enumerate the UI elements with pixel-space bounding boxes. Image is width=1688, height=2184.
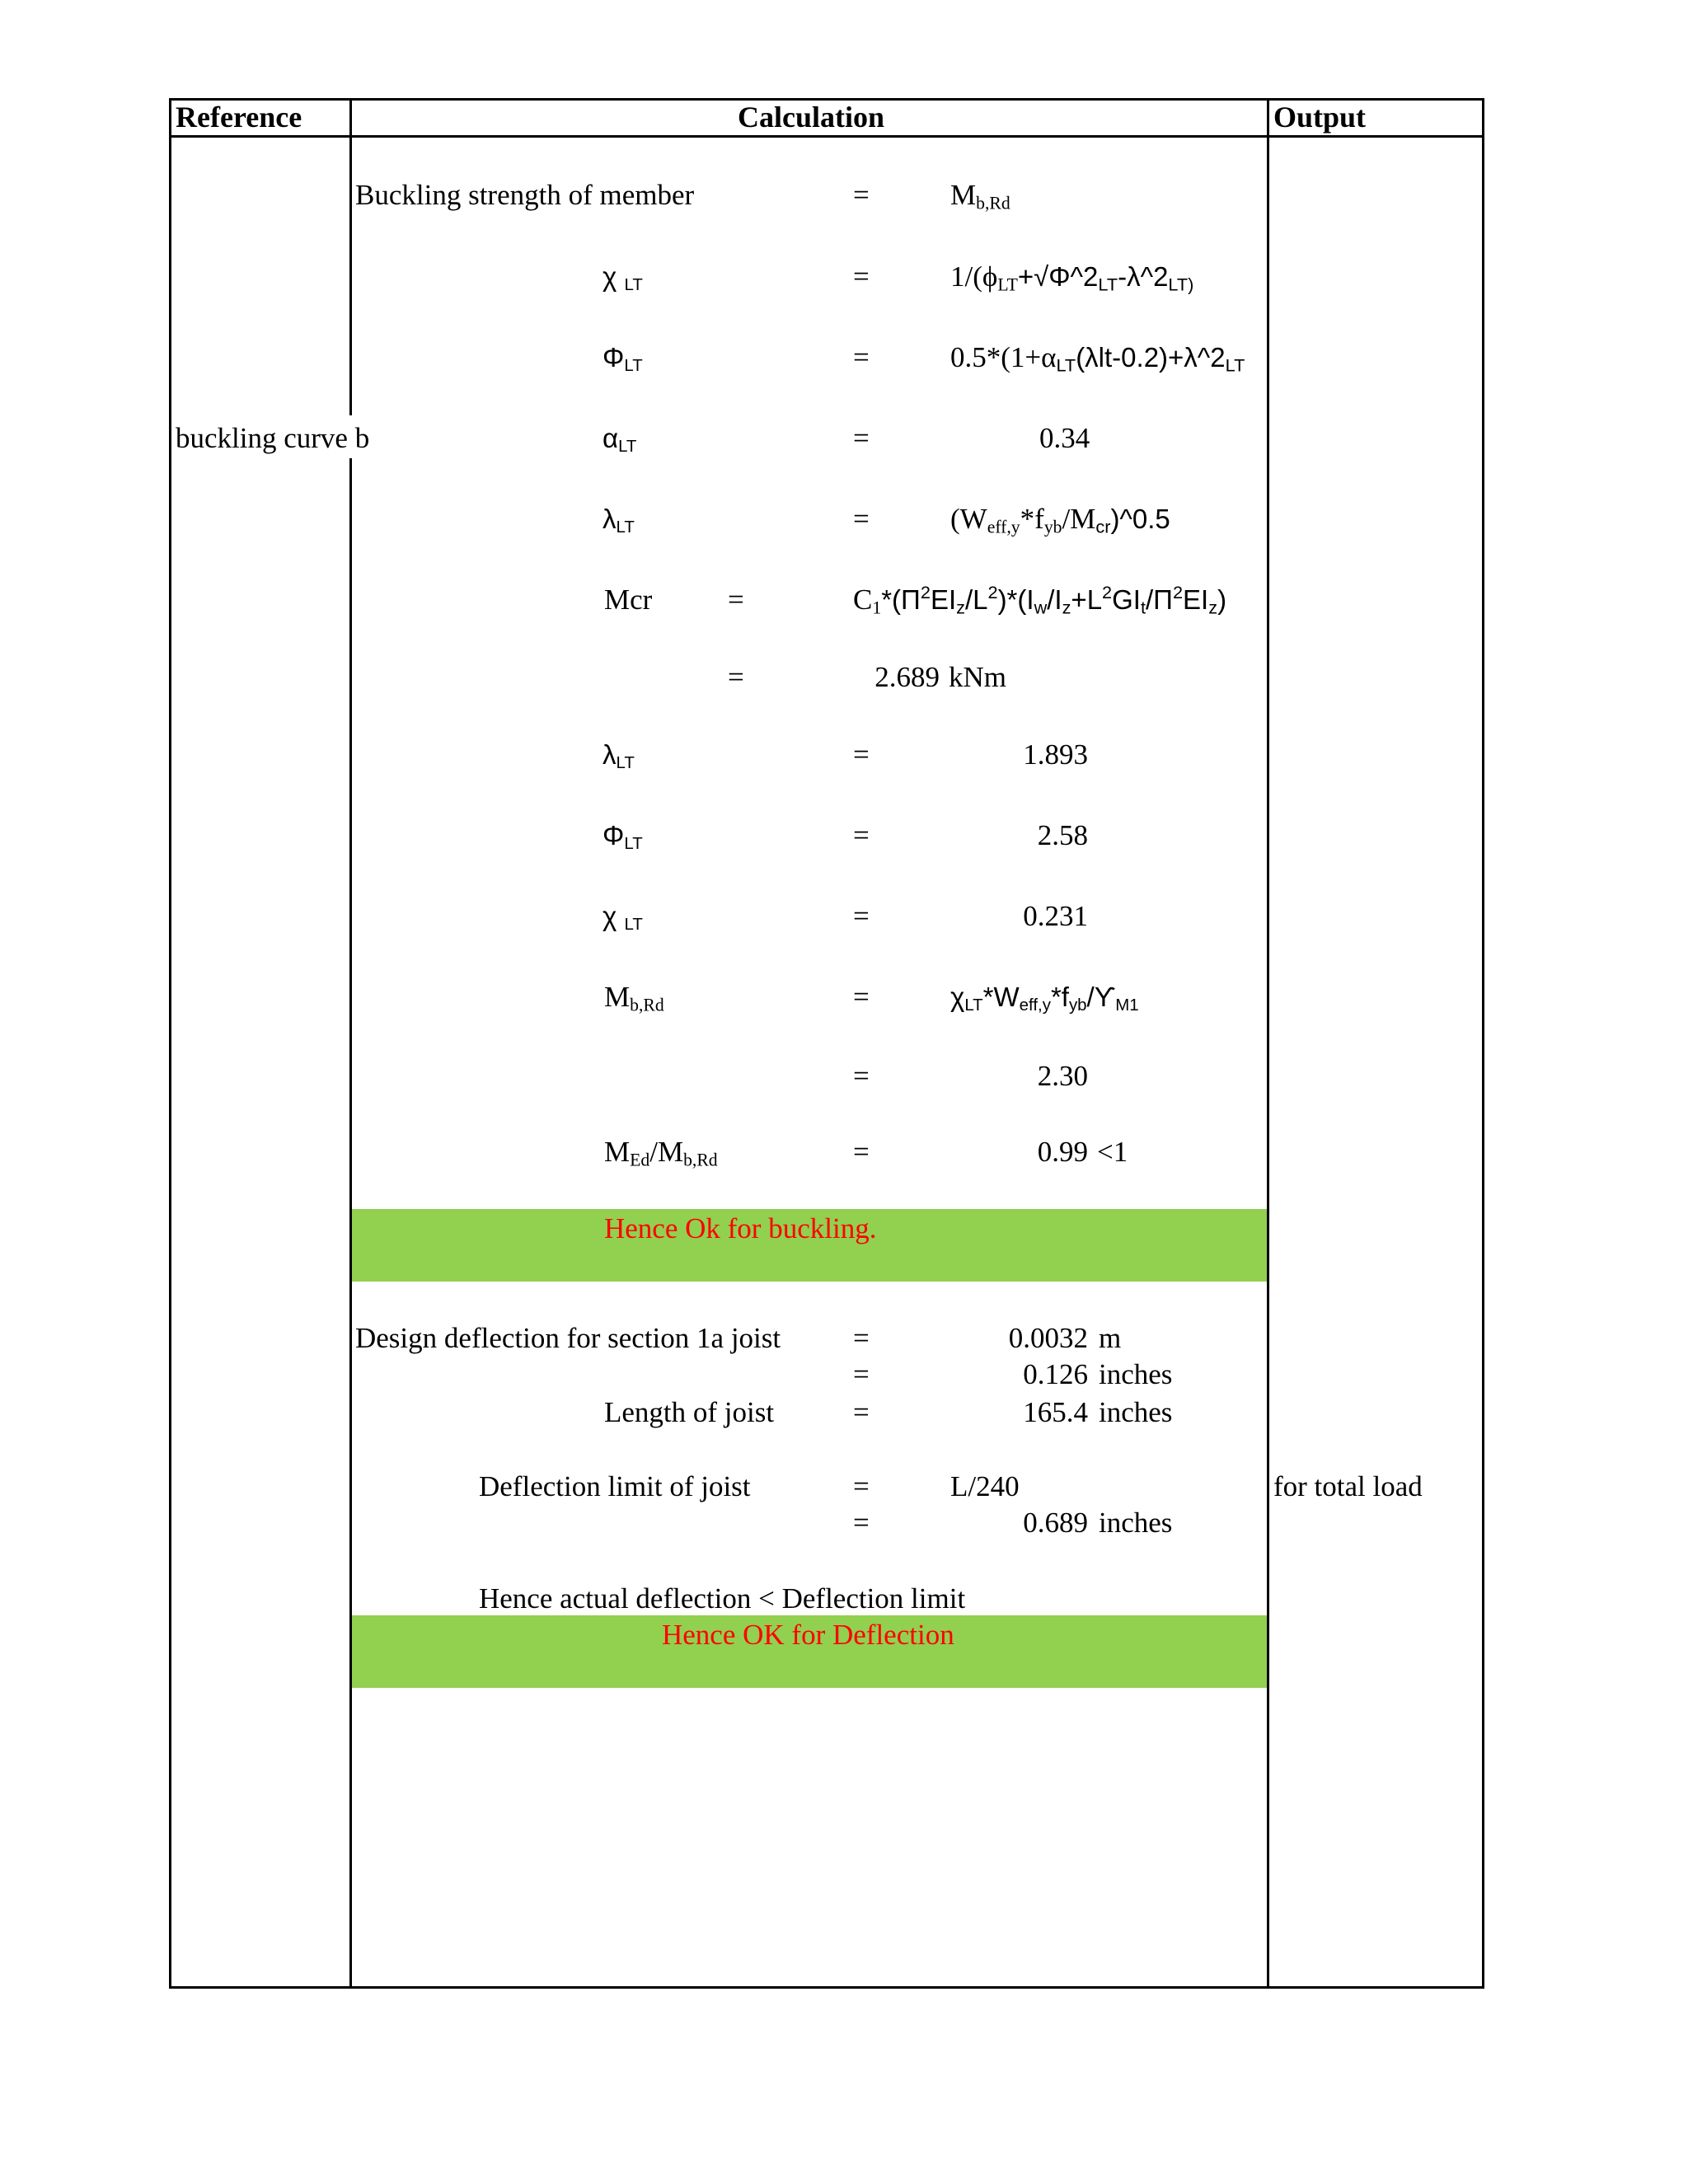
- mcr-formula: $C_1*(\Pi^2EI_z/L^2)*(I_w/I_z+L^2GI_t/\Pi^2EI_z)$: [853, 581, 1227, 618]
- mcr-unit: kNm: [949, 661, 1006, 693]
- unit-inches: inches: [1099, 1507, 1173, 1539]
- phi-lt-symbol: $\Phi_{LT}$: [603, 342, 643, 376]
- buckling-ok-message: Hence Ok for buckling.: [604, 1212, 877, 1244]
- design-deflection-m: 0.0032: [1008, 1322, 1088, 1354]
- header-bottom-border: [169, 135, 1484, 138]
- equals-sign: =: [853, 819, 870, 851]
- equals-sign: =: [728, 583, 744, 616]
- lambda-lt-formula: $(W_{eff,y}*f_{yb}/M_{cr})\^{}0.5$: [950, 503, 1170, 537]
- equals-sign: =: [853, 179, 870, 211]
- equals-sign: =: [853, 738, 870, 771]
- equals-sign: =: [853, 1060, 870, 1092]
- phi-lt-value: 2.58: [1037, 819, 1088, 851]
- deflection-conclusion: Hence actual deflection < Deflection limit: [479, 1582, 966, 1615]
- equals-sign: =: [853, 260, 870, 293]
- output-column-divider: [1267, 98, 1269, 1989]
- chi-lt-symbol: χ $_{LT}$: [603, 261, 643, 295]
- deflection-limit-label: Deflection limit of joist: [479, 1470, 751, 1502]
- table-bottom-border: [169, 1986, 1484, 1989]
- equals-sign: =: [853, 1470, 870, 1502]
- unit-m: m: [1099, 1322, 1122, 1354]
- table-left-border: [169, 98, 171, 1989]
- lambda-lt-value: 1.893: [1023, 738, 1088, 771]
- mcr-value: 2.689: [874, 661, 940, 693]
- lambda-lt-symbol: $\lambda_{LT}$: [603, 504, 635, 537]
- unit-inches: inches: [1099, 1358, 1173, 1390]
- reference-column-divider-upper: [349, 98, 352, 415]
- chi-lt-formula: $1/(\phi_{LT}+√\Phi\^{}2_{LT}-\lambda\^{}2_{LT)}$: [950, 260, 1194, 295]
- mbrd-symbol: $M_{b,Rd}$: [950, 179, 1010, 213]
- table-right-border: [1482, 98, 1484, 1989]
- ratio-comparison: <1: [1097, 1136, 1128, 1168]
- mbrd-formula: $\chi_{LT}*W_{eff,y}*f_{yb}/ϒ_{M1}$: [950, 982, 1139, 1015]
- header-output: Output: [1273, 101, 1367, 134]
- alpha-lt-value: 0.34: [1039, 422, 1090, 454]
- mcr-label: Mcr: [604, 583, 653, 616]
- phi-lt-symbol: $\Phi_{LT}$: [603, 820, 643, 854]
- design-deflection-in: 0.126: [1023, 1358, 1088, 1390]
- header-reference: Reference: [176, 101, 302, 134]
- equals-sign: =: [853, 981, 870, 1013]
- equals-sign: =: [853, 1322, 870, 1354]
- alpha-lt-symbol: $\alpha_{LT}$: [603, 423, 637, 457]
- equals-sign: =: [853, 900, 870, 932]
- deflection-limit-value: 0.689: [1023, 1507, 1088, 1539]
- output-for-total-load: for total load: [1273, 1470, 1423, 1502]
- equals-sign: =: [853, 1136, 870, 1168]
- reference-buckling-curve: buckling curve b: [176, 422, 370, 454]
- equals-sign: =: [853, 1396, 870, 1428]
- phi-lt-formula: $0.5*(1+\alpha_{LT}(\lambda lt-0.2)+\lambda\^{}2_{LT}$: [950, 341, 1245, 376]
- header-calculation: Calculation: [738, 101, 885, 134]
- chi-lt-symbol: χ $_{LT}$: [603, 901, 643, 935]
- design-deflection-label: Design deflection for section 1a joist: [355, 1322, 781, 1354]
- mbrd-value: 2.30: [1037, 1060, 1088, 1092]
- equals-sign: =: [853, 503, 870, 535]
- length-of-joist-label: Length of joist: [604, 1396, 775, 1428]
- deflection-ok-message: Hence OK for Deflection: [662, 1619, 954, 1651]
- equals-sign: =: [853, 422, 870, 454]
- chi-lt-value: 0.231: [1023, 900, 1088, 932]
- lambda-lt-symbol: $\lambda_{LT}$: [603, 739, 635, 773]
- ratio-label: $M_{Ed}/M_{b,Rd}$: [604, 1136, 718, 1170]
- equals-sign: =: [728, 661, 744, 693]
- ratio-value: 0.99: [1037, 1136, 1088, 1168]
- mbrd-symbol: $M_{b,Rd}$: [604, 981, 664, 1015]
- unit-inches: inches: [1099, 1396, 1173, 1428]
- equals-sign: =: [853, 1358, 870, 1390]
- buckling-strength-label: Buckling strength of member: [355, 179, 695, 211]
- length-of-joist-value: 165.4: [1023, 1396, 1088, 1428]
- deflection-limit-formula: L/240: [950, 1470, 1020, 1502]
- equals-sign: =: [853, 341, 870, 373]
- equals-sign: =: [853, 1507, 870, 1539]
